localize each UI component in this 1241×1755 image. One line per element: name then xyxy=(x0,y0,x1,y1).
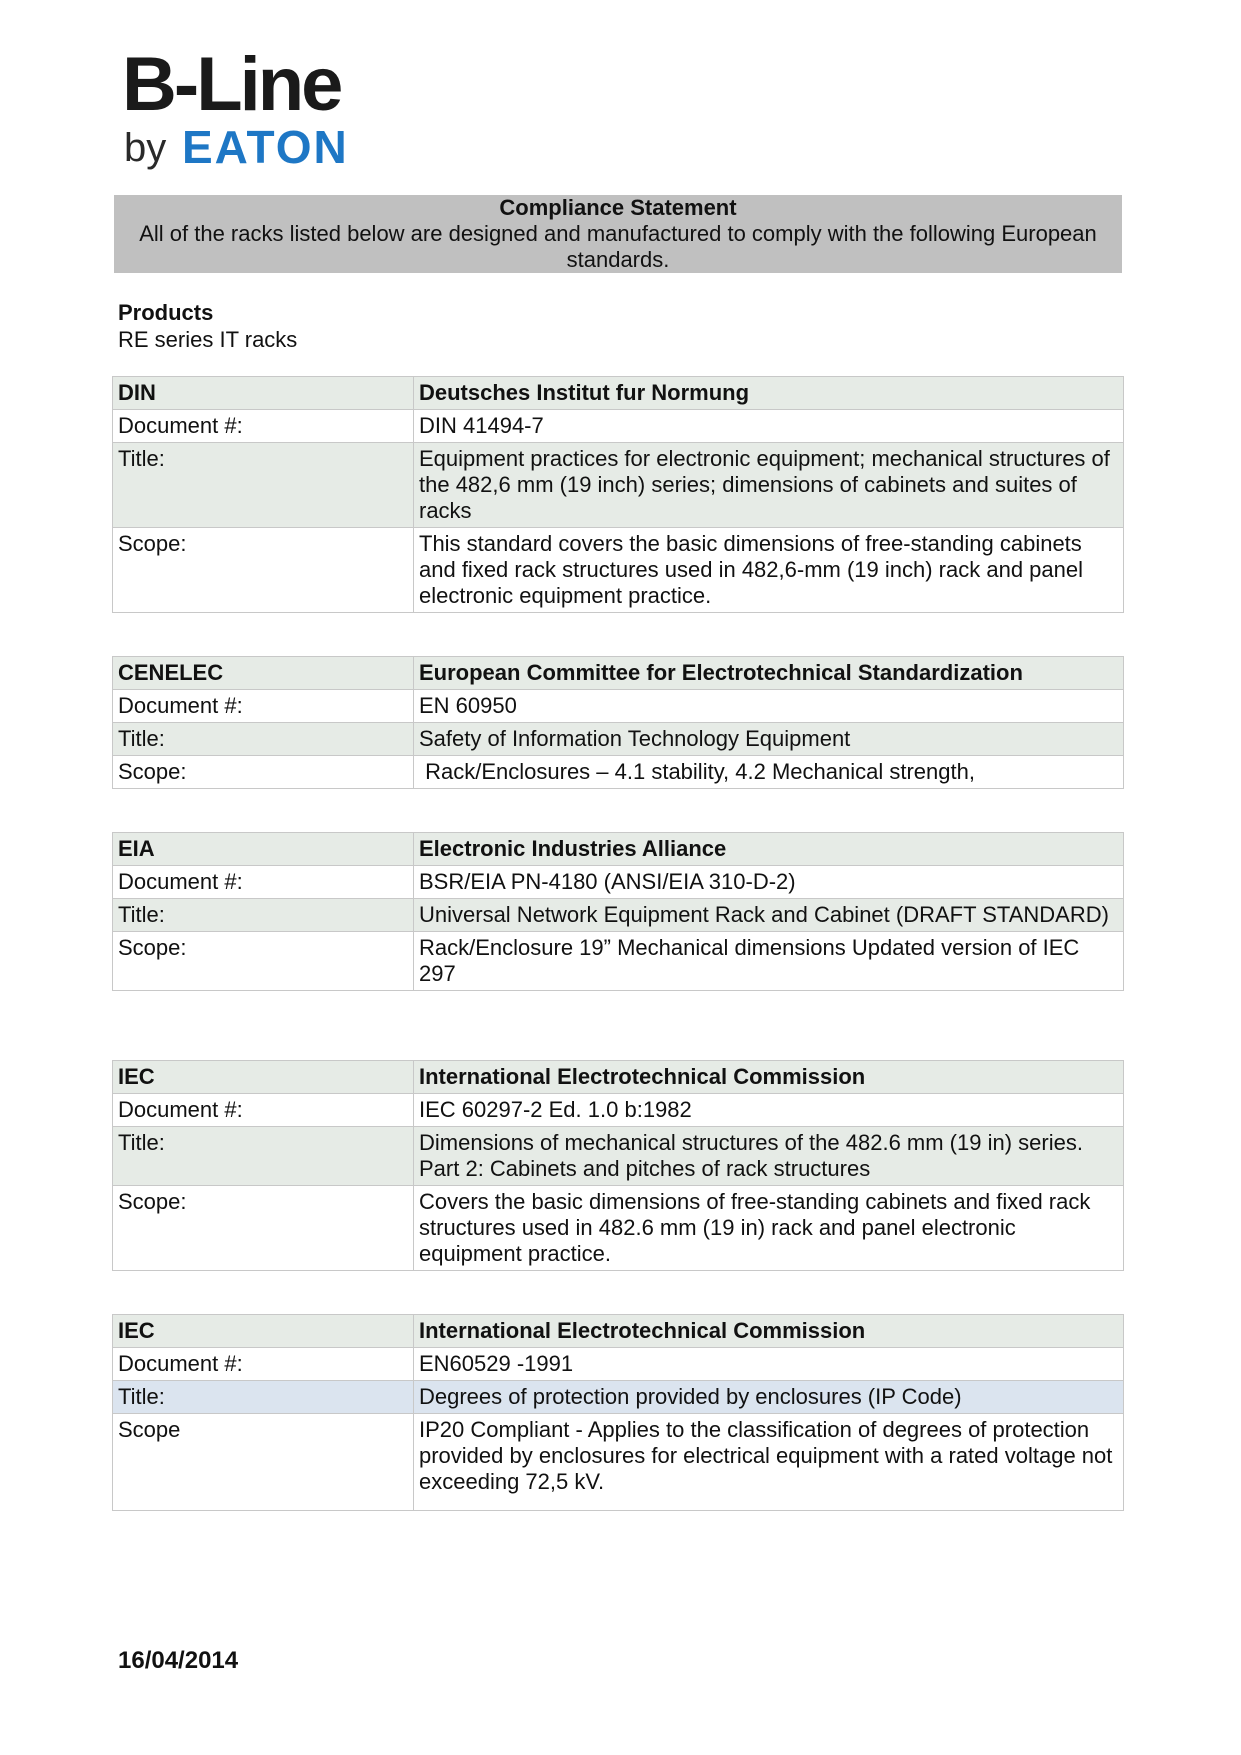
logo-company: EATON xyxy=(182,121,349,173)
title-value: Degrees of protection provided by enclosures (IP Code) xyxy=(414,1381,1124,1414)
org-name: European Committee for Electrotechnical Standardization xyxy=(414,657,1124,690)
standard-table-iec-60297 xyxy=(112,1060,1124,1271)
table-row xyxy=(113,899,1124,932)
doc-label: Document #: xyxy=(113,1094,414,1127)
table-row xyxy=(113,1094,1124,1127)
org-code: CENELEC xyxy=(113,657,414,690)
org-code: DIN xyxy=(113,377,414,410)
statement-text: All of the racks listed below are designed and manufactured to comply with the following European standards. xyxy=(139,221,1097,272)
table-row xyxy=(113,443,1124,528)
scope-label: Scope xyxy=(113,1414,414,1511)
title-value: Universal Network Equipment Rack and Cabinet (DRAFT STANDARD) xyxy=(414,899,1124,932)
org-name: International Electrotechnical Commission xyxy=(414,1315,1124,1348)
table-row xyxy=(113,1381,1124,1414)
scope-value: This standard covers the basic dimensions of free-standing cabinets and fixed rack structures used in 482,6-mm (19 inch) rack and panel electronic equipment practice. xyxy=(414,528,1124,613)
standard-table-iec-60529 xyxy=(112,1314,1124,1511)
table-row xyxy=(113,377,1124,410)
document-date: 16/04/2014 xyxy=(118,1647,239,1674)
standard-table-eia xyxy=(112,832,1124,991)
table-row xyxy=(113,932,1124,991)
title-label: Title: xyxy=(113,899,414,932)
table-row xyxy=(113,690,1124,723)
title-label: Title: xyxy=(113,1127,414,1186)
products-section xyxy=(118,299,297,353)
table-row xyxy=(113,1414,1124,1511)
scope-label: Scope: xyxy=(113,1186,414,1271)
doc-label: Document #: xyxy=(113,690,414,723)
scope-label: Scope: xyxy=(113,528,414,613)
table-row xyxy=(113,866,1124,899)
products-value: RE series IT racks xyxy=(118,327,298,352)
title-label: Title: xyxy=(113,1381,414,1414)
doc-value: BSR/EIA PN-4180 (ANSI/EIA 310-D-2) xyxy=(414,866,1124,899)
scope-value: IP20 Compliant - Applies to the classification of degrees of protection provided by enclosures for electrical equipment with a rated voltage not exceeding 72,5 kV. xyxy=(414,1414,1124,1511)
org-name: Electronic Industries Alliance xyxy=(414,833,1124,866)
compliance-statement xyxy=(114,195,1122,273)
title-value: Equipment practices for electronic equipment; mechanical structures of the 482,6 mm (19 inch) series; dimensions of cabinets and suites of racks xyxy=(414,443,1124,528)
doc-label: Document #: xyxy=(113,410,414,443)
standard-table-din xyxy=(112,376,1124,613)
products-label: Products xyxy=(118,300,214,325)
table-row xyxy=(113,1315,1124,1348)
org-code: IEC xyxy=(113,1315,414,1348)
org-name: Deutsches Institut fur Normung xyxy=(414,377,1124,410)
statement-title: Compliance Statement xyxy=(499,195,737,220)
table-row xyxy=(113,1061,1124,1094)
doc-label: Document #: xyxy=(113,866,414,899)
table-row xyxy=(113,1127,1124,1186)
logo-brand: B-Line xyxy=(122,42,341,127)
table-row xyxy=(113,657,1124,690)
table-row xyxy=(113,833,1124,866)
logo-by: by xyxy=(124,126,167,170)
doc-label: Document #: xyxy=(113,1348,414,1381)
scope-label: Scope: xyxy=(113,756,414,789)
scope-value: Rack/Enclosure 19” Mechanical dimensions Updated version of IEC 297 xyxy=(414,932,1124,991)
table-row xyxy=(113,528,1124,613)
standard-table-cenelec xyxy=(112,656,1124,789)
table-row xyxy=(113,1348,1124,1381)
org-code: IEC xyxy=(113,1061,414,1094)
scope-label: Scope: xyxy=(113,932,414,991)
doc-value: EN 60950 xyxy=(414,690,1124,723)
b-line-eaton-logo xyxy=(122,42,362,172)
table-row xyxy=(113,1186,1124,1271)
table-row xyxy=(113,723,1124,756)
org-code: EIA xyxy=(113,833,414,866)
title-label: Title: xyxy=(113,443,414,528)
title-label: Title: xyxy=(113,723,414,756)
doc-value: IEC 60297-2 Ed. 1.0 b:1982 xyxy=(414,1094,1124,1127)
org-name: International Electrotechnical Commission xyxy=(414,1061,1124,1094)
table-row xyxy=(113,410,1124,443)
doc-value: EN60529 -1991 xyxy=(414,1348,1124,1381)
table-row xyxy=(113,756,1124,789)
scope-value: Rack/Enclosures – 4.1 stability, 4.2 Mechanical strength, xyxy=(414,756,1124,789)
scope-value: Covers the basic dimensions of free-standing cabinets and fixed rack structures used in 482.6 mm (19 in) rack and panel electronic equipment practice. xyxy=(414,1186,1124,1271)
doc-value: DIN 41494-7 xyxy=(414,410,1124,443)
title-value: Dimensions of mechanical structures of the 482.6 mm (19 in) series. Part 2: Cabinets and pitches of rack structures xyxy=(414,1127,1124,1186)
title-value: Safety of Information Technology Equipment xyxy=(414,723,1124,756)
